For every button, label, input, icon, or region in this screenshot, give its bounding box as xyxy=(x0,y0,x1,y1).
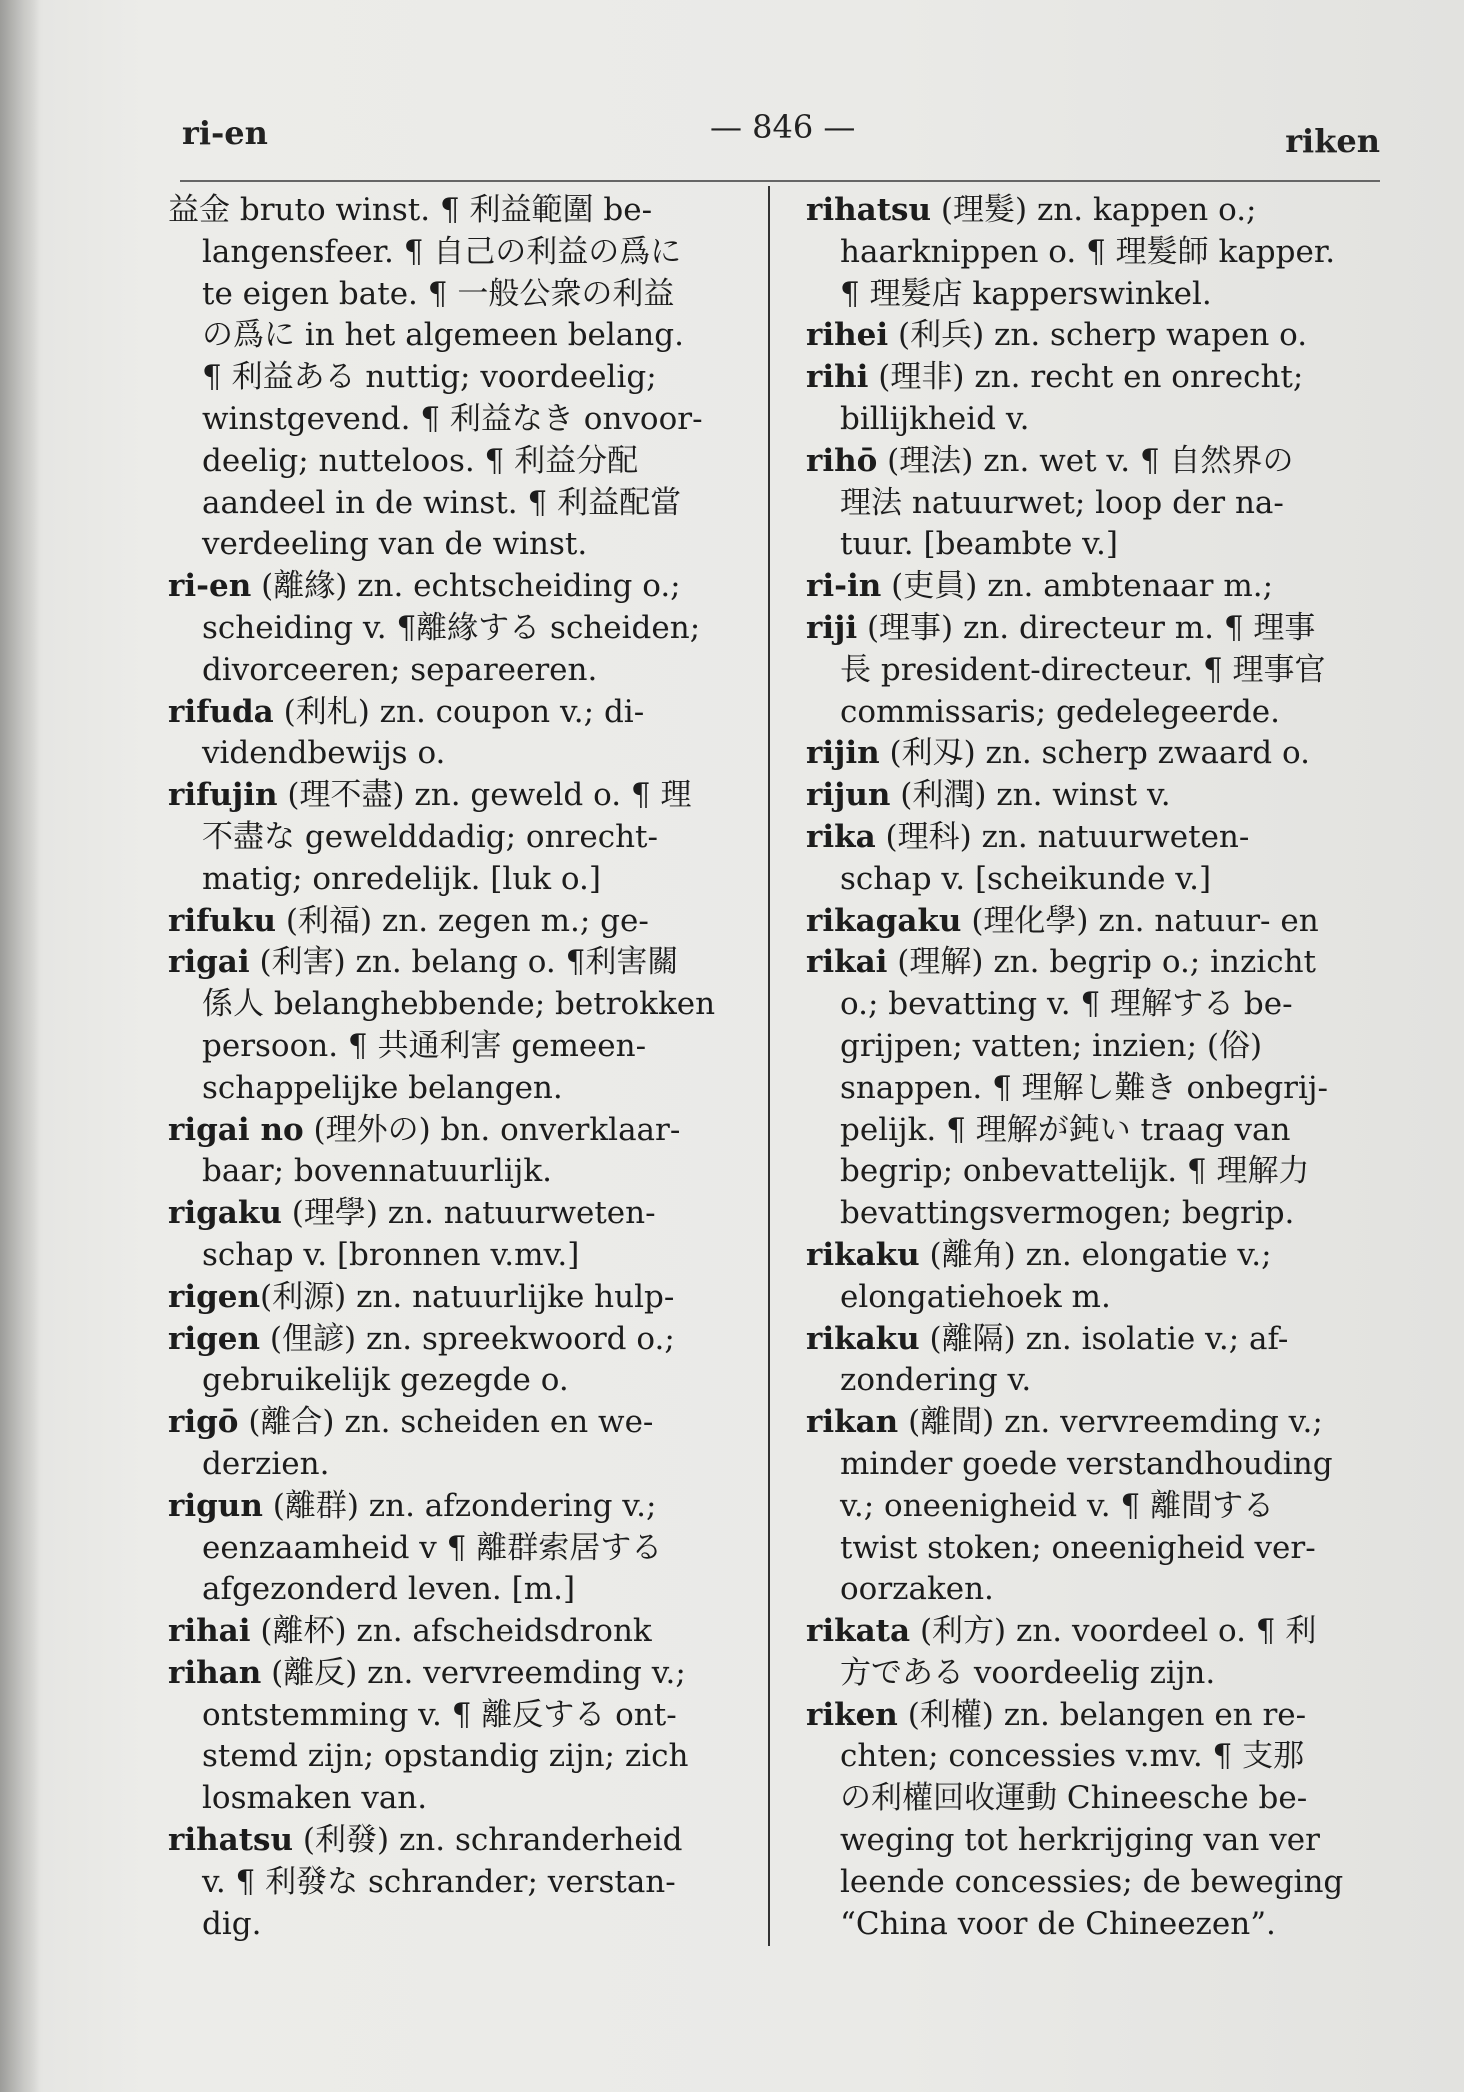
entry-text: losmaken van. xyxy=(202,1780,428,1817)
dictionary-entry xyxy=(806,441,1392,566)
entry-text: ¶ 利益ある nuttig; voordeelig; xyxy=(202,359,657,396)
entry-text: deelig; nutteloos. ¶ 利益分配 xyxy=(202,442,639,479)
dictionary-entry xyxy=(168,1820,754,1945)
entry-line xyxy=(168,1402,754,1444)
headword: riji xyxy=(806,609,858,646)
entry-text: weging tot herkrijging van ver xyxy=(840,1822,1320,1859)
headword: rikaku xyxy=(806,1320,920,1357)
entry-text: grijpen; vatten; inzien; (俗) xyxy=(840,1027,1263,1064)
entry-line xyxy=(168,1653,754,1695)
dictionary-entry xyxy=(806,357,1392,441)
entry-text: pelijk. ¶ 理解が鈍い traag van xyxy=(840,1111,1291,1148)
entry-text: (吏員) zn. ambtenaar m.; xyxy=(881,568,1274,605)
dictionary-entry xyxy=(806,190,1392,315)
entry-text: afgezonderd leven. [m.] xyxy=(202,1571,576,1608)
entry-text: winstgevend. ¶ 利益なき onvoor- xyxy=(202,400,703,437)
dictionary-entry xyxy=(168,692,754,776)
entry-line xyxy=(168,357,754,399)
headword: rikata xyxy=(806,1613,911,1650)
header-left-guide-word: ri-en xyxy=(182,114,268,152)
headword: ri-en xyxy=(168,568,252,605)
entry-line xyxy=(806,1820,1392,1862)
entry-text: stemd zijn; opstandig zijn; zich xyxy=(202,1738,689,1775)
headword: rihi xyxy=(806,359,869,396)
entry-line xyxy=(168,1110,754,1152)
headword: rigaku xyxy=(168,1195,282,1232)
entry-text: aandeel in de winst. ¶ 利益配當 xyxy=(202,484,682,521)
entry-text: gebruikelijk gezegde o. xyxy=(202,1362,569,1399)
entry-text: (離隔) zn. isolatie v.; af- xyxy=(919,1320,1289,1357)
headword: rikaku xyxy=(806,1236,920,1273)
entry-line xyxy=(806,859,1392,901)
entry-line xyxy=(168,901,754,943)
entry-text: 不盡な gewelddadig; onrecht- xyxy=(202,818,658,855)
dictionary-entry xyxy=(168,1653,754,1820)
entry-text: matig; onredelijk. [luk o.] xyxy=(202,860,601,897)
entry-text: (理非) zn. recht en onrecht; xyxy=(868,359,1304,396)
entry-line xyxy=(806,1319,1392,1361)
entry-text: 長 president-directeur. ¶ 理事官 xyxy=(840,651,1326,688)
entry-text: (離間) zn. vervreemding v.; xyxy=(898,1404,1323,1441)
headword: rigai no xyxy=(168,1111,304,1148)
entry-text: 理法 natuurwet; loop der na- xyxy=(840,484,1284,521)
dictionary-entry xyxy=(168,775,754,900)
entry-line xyxy=(806,1611,1392,1653)
column-divider xyxy=(768,186,770,1946)
entry-text: (利方) zn. voordeel o. ¶ 利 xyxy=(910,1613,1317,1650)
entry-text: (理法) zn. wet v. ¶ 自然界の xyxy=(877,442,1294,479)
entry-text: minder goede verstandhouding xyxy=(840,1445,1333,1482)
entry-text: “China voor de Chineezen”. xyxy=(840,1905,1276,1942)
entry-text: schap v. [bronnen v.mv.] xyxy=(202,1236,580,1273)
entry-text: (利兵) zn. scherp wapen o. xyxy=(888,317,1308,354)
entry-text: (理科) zn. natuurweten- xyxy=(875,818,1250,855)
entry-line xyxy=(806,608,1392,650)
entry-text: v. ¶ 利發な schrander; verstan- xyxy=(202,1863,676,1900)
dictionary-entry xyxy=(168,1110,754,1194)
entry-line xyxy=(806,1778,1392,1820)
entry-line xyxy=(806,483,1392,525)
entry-text: (離反) zn. vervreemding v.; xyxy=(261,1654,686,1691)
entry-line xyxy=(806,357,1392,399)
entry-line xyxy=(806,775,1392,817)
entry-line xyxy=(168,315,754,357)
headword: rigen xyxy=(168,1278,261,1315)
entry-line xyxy=(806,1736,1392,1778)
entry-line xyxy=(806,817,1392,859)
entry-line xyxy=(806,1277,1392,1319)
entry-line xyxy=(806,1569,1392,1611)
entry-text: haarknippen o. ¶ 理髮師 kapper. xyxy=(840,233,1336,270)
entry-line xyxy=(806,1486,1392,1528)
dictionary-entry xyxy=(168,1277,754,1319)
dictionary-entry xyxy=(168,1486,754,1611)
entry-text: elongatiehoek m. xyxy=(840,1278,1111,1315)
entry-line xyxy=(806,232,1392,274)
entry-text: billijkheid v. xyxy=(840,400,1030,437)
entry-text: snappen. ¶ 理解し難き onbegrij- xyxy=(840,1069,1328,1106)
dictionary-entry xyxy=(806,1611,1392,1695)
headword: rigai xyxy=(168,944,250,981)
entry-line xyxy=(168,190,754,232)
entry-text: schappelijke belangen. xyxy=(202,1069,563,1106)
entry-line xyxy=(168,1193,754,1235)
headword: rikai xyxy=(806,944,888,981)
entry-text: (利源) zn. natuurlijke hulp- xyxy=(260,1278,675,1315)
entry-line xyxy=(806,566,1392,608)
dictionary-entry xyxy=(168,1193,754,1277)
entry-line xyxy=(168,1528,754,1570)
entry-text: videndbewijs o. xyxy=(202,735,446,772)
entry-text: (理化學) zn. natuur- en xyxy=(961,902,1319,939)
headword: rihei xyxy=(806,317,889,354)
headword: rigen xyxy=(168,1320,261,1357)
entry-line xyxy=(168,274,754,316)
left-column xyxy=(168,190,754,1945)
entry-text: oorzaken. xyxy=(840,1571,994,1608)
entry-line xyxy=(168,692,754,734)
entry-line xyxy=(168,859,754,901)
entry-text: eenzaamheid v ¶ 離群索居する xyxy=(202,1529,663,1566)
entry-line xyxy=(806,1151,1392,1193)
headword: rikagaku xyxy=(806,902,962,939)
dictionary-entry xyxy=(806,733,1392,775)
entry-line xyxy=(806,315,1392,357)
entry-text: derzien. xyxy=(202,1445,330,1482)
dictionary-entry xyxy=(168,942,754,1109)
entry-text: zondering v. xyxy=(840,1362,1032,1399)
dictionary-entry xyxy=(806,1695,1392,1946)
entry-line xyxy=(168,650,754,692)
entry-text: 方である voordeelig zijn. xyxy=(840,1654,1216,1691)
entry-text: ¶ 理髮店 kapperswinkel. xyxy=(840,275,1212,312)
entry-text: chten; concessies v.mv. ¶ 支那 xyxy=(840,1738,1305,1775)
entry-line xyxy=(806,1904,1392,1946)
entry-line xyxy=(168,1444,754,1486)
entry-line xyxy=(806,1862,1392,1904)
entry-text: (利發) zn. schranderheid xyxy=(293,1822,683,1859)
entry-line xyxy=(168,1695,754,1737)
entry-text: bevattingsvermogen; begrip. xyxy=(840,1195,1295,1232)
dictionary-entry xyxy=(168,1319,754,1403)
entry-line xyxy=(806,901,1392,943)
entry-line xyxy=(806,274,1392,316)
dictionary-entry xyxy=(168,1611,754,1653)
dictionary-entry xyxy=(806,817,1392,901)
entry-text: schap v. [scheikunde v.] xyxy=(840,860,1212,897)
entry-line xyxy=(168,775,754,817)
entry-text: divorceeren; separeeren. xyxy=(202,651,598,688)
entry-line xyxy=(168,1736,754,1778)
dictionary-entry xyxy=(168,566,754,691)
headword: rifuku xyxy=(168,902,277,939)
headword: rikan xyxy=(806,1404,899,1441)
entry-text: baar; bovennatuurlijk. xyxy=(202,1153,552,1190)
entry-line xyxy=(168,1068,754,1110)
entry-line xyxy=(806,692,1392,734)
entry-line xyxy=(168,1235,754,1277)
entry-line xyxy=(806,1528,1392,1570)
entry-text: 係人 belanghebbende; betrokken xyxy=(202,986,716,1023)
entry-text: tuur. [beambte v.] xyxy=(840,526,1118,563)
entry-text: leende concessies; de beweging xyxy=(840,1863,1344,1900)
entry-text: v.; oneenigheid v. ¶ 離間する xyxy=(840,1487,1275,1524)
headword: rihai xyxy=(168,1613,251,1650)
entry-text: (離杯) zn. afscheidsdronk xyxy=(250,1613,652,1650)
headword: rifujin xyxy=(168,777,278,814)
entry-line xyxy=(806,524,1392,566)
entry-text: (利潤) zn. winst v. xyxy=(890,777,1171,814)
entry-text: (利福) zn. zegen m.; ge- xyxy=(276,902,649,939)
entry-text: (利害) zn. belang o. ¶利害關 xyxy=(249,944,679,981)
entry-text: (理事) zn. directeur m. ¶ 理事 xyxy=(857,609,1316,646)
entry-line xyxy=(806,733,1392,775)
entry-text: persoon. ¶ 共通利害 gemeen- xyxy=(202,1027,647,1064)
header-rule xyxy=(180,180,1380,182)
entry-text: langensfeer. ¶ 自己の利益の爲に xyxy=(202,233,682,270)
entry-text: o.; bevatting v. ¶ 理解する be- xyxy=(840,986,1293,1023)
entry-line xyxy=(806,984,1392,1026)
entry-text: (利刄) zn. scherp zwaard o. xyxy=(879,735,1310,772)
dictionary-entry xyxy=(806,608,1392,733)
entry-line xyxy=(168,817,754,859)
dictionary-entry xyxy=(806,315,1392,357)
entry-line xyxy=(806,1402,1392,1444)
headword: rika xyxy=(806,818,876,855)
entry-line xyxy=(806,1360,1392,1402)
entry-line xyxy=(806,399,1392,441)
dictionary-entry xyxy=(806,901,1392,943)
running-header xyxy=(170,108,1390,168)
entry-line xyxy=(168,608,754,650)
dictionary-entry xyxy=(806,1319,1392,1403)
entry-text: の爲に in het algemeen belang. xyxy=(202,317,684,354)
entry-line xyxy=(806,942,1392,984)
entry-text: (理髮) zn. kappen o.; xyxy=(931,192,1257,228)
page-number: — 846 — xyxy=(710,108,856,146)
entry-line xyxy=(168,232,754,274)
entry-line xyxy=(168,441,754,483)
entry-line xyxy=(806,1193,1392,1235)
entry-line xyxy=(806,1444,1392,1486)
entry-text: の利權回收運動 Chineesche be- xyxy=(840,1780,1308,1817)
entry-line xyxy=(168,1862,754,1904)
entry-text: commissaris; gedelegeerde. xyxy=(840,693,1281,730)
right-column xyxy=(806,190,1392,1945)
entry-text: (離合) zn. scheiden en we- xyxy=(238,1404,654,1441)
headword: rifuda xyxy=(168,693,274,730)
entry-text: twist stoken; oneenigheid ver- xyxy=(840,1529,1316,1566)
headword: rihan xyxy=(168,1654,262,1691)
entry-line xyxy=(168,1904,754,1946)
header-right-guide-word: riken xyxy=(1285,122,1380,160)
entry-line xyxy=(806,441,1392,483)
entry-line xyxy=(168,1778,754,1820)
entry-line xyxy=(168,1277,754,1319)
dictionary-entry xyxy=(168,1402,754,1486)
entry-line xyxy=(168,1319,754,1361)
entry-text: ontstemming v. ¶ 離反する ont- xyxy=(202,1696,677,1733)
entry-line xyxy=(168,1486,754,1528)
entry-line xyxy=(168,1026,754,1068)
entry-line xyxy=(806,190,1392,232)
entry-line xyxy=(168,566,754,608)
dictionary-entry xyxy=(806,566,1392,608)
entry-line xyxy=(168,524,754,566)
entry-line xyxy=(806,1653,1392,1695)
headword: rijun xyxy=(806,777,891,814)
entry-line xyxy=(806,1695,1392,1737)
entry-text: (理解) zn. begrip o.; inzicht xyxy=(887,944,1317,981)
headword: riken xyxy=(806,1696,898,1733)
headword: rijin xyxy=(806,735,880,772)
entry-line xyxy=(168,733,754,775)
dictionary-entry xyxy=(806,942,1392,1235)
dictionary-entry xyxy=(806,1235,1392,1319)
entry-text: (利札) zn. coupon v.; di- xyxy=(273,693,645,730)
entry-line xyxy=(806,650,1392,692)
entry-text: dig. xyxy=(202,1905,262,1942)
headword: rihatsu xyxy=(168,1822,294,1859)
entry-line xyxy=(168,1611,754,1653)
entry-line xyxy=(806,1235,1392,1277)
headword: ri-in xyxy=(806,568,882,605)
entry-text: (理外の) bn. onverklaar- xyxy=(303,1111,681,1148)
entry-text: scheiding v. ¶離緣する scheiden; xyxy=(202,609,701,646)
entry-line xyxy=(168,483,754,525)
entry-text: (離角) zn. elongatie v.; xyxy=(919,1236,1272,1273)
entry-text: (離群) zn. afzondering v.; xyxy=(262,1487,657,1524)
entry-text: (俚諺) zn. spreekwoord o.; xyxy=(260,1320,675,1357)
entry-text: (理學) zn. natuurweten- xyxy=(281,1195,656,1232)
entry-text: 益金 bruto winst. ¶ 利益範圍 be- xyxy=(168,192,653,228)
entry-line xyxy=(168,1569,754,1611)
entry-text: (利權) zn. belangen en re- xyxy=(897,1696,1307,1733)
entry-text: begrip; onbevattelijk. ¶ 理解力 xyxy=(840,1153,1310,1190)
entry-line xyxy=(168,942,754,984)
dictionary-entry xyxy=(168,901,754,943)
headword: rigō xyxy=(168,1404,239,1441)
book-gutter-shadow xyxy=(0,0,40,2092)
dictionary-entry xyxy=(806,775,1392,817)
dictionary-entry xyxy=(168,190,754,566)
entry-text: (理不盡) zn. geweld o. ¶ 理 xyxy=(277,777,692,814)
headword: rihatsu xyxy=(806,192,932,228)
entry-line xyxy=(806,1110,1392,1152)
entry-line xyxy=(806,1026,1392,1068)
headword: rigun xyxy=(168,1487,263,1524)
entry-line xyxy=(168,984,754,1026)
entry-text: (離緣) zn. echtscheiding o.; xyxy=(251,568,681,605)
dictionary-entry xyxy=(806,1402,1392,1611)
entry-line xyxy=(168,1820,754,1862)
entry-line xyxy=(806,1068,1392,1110)
entry-text: te eigen bate. ¶ 一般公衆の利益 xyxy=(202,275,675,312)
entry-text: verdeeling van de winst. xyxy=(202,526,588,563)
entry-line xyxy=(168,399,754,441)
entry-line xyxy=(168,1151,754,1193)
headword: rihō xyxy=(806,442,878,479)
entry-line xyxy=(168,1360,754,1402)
